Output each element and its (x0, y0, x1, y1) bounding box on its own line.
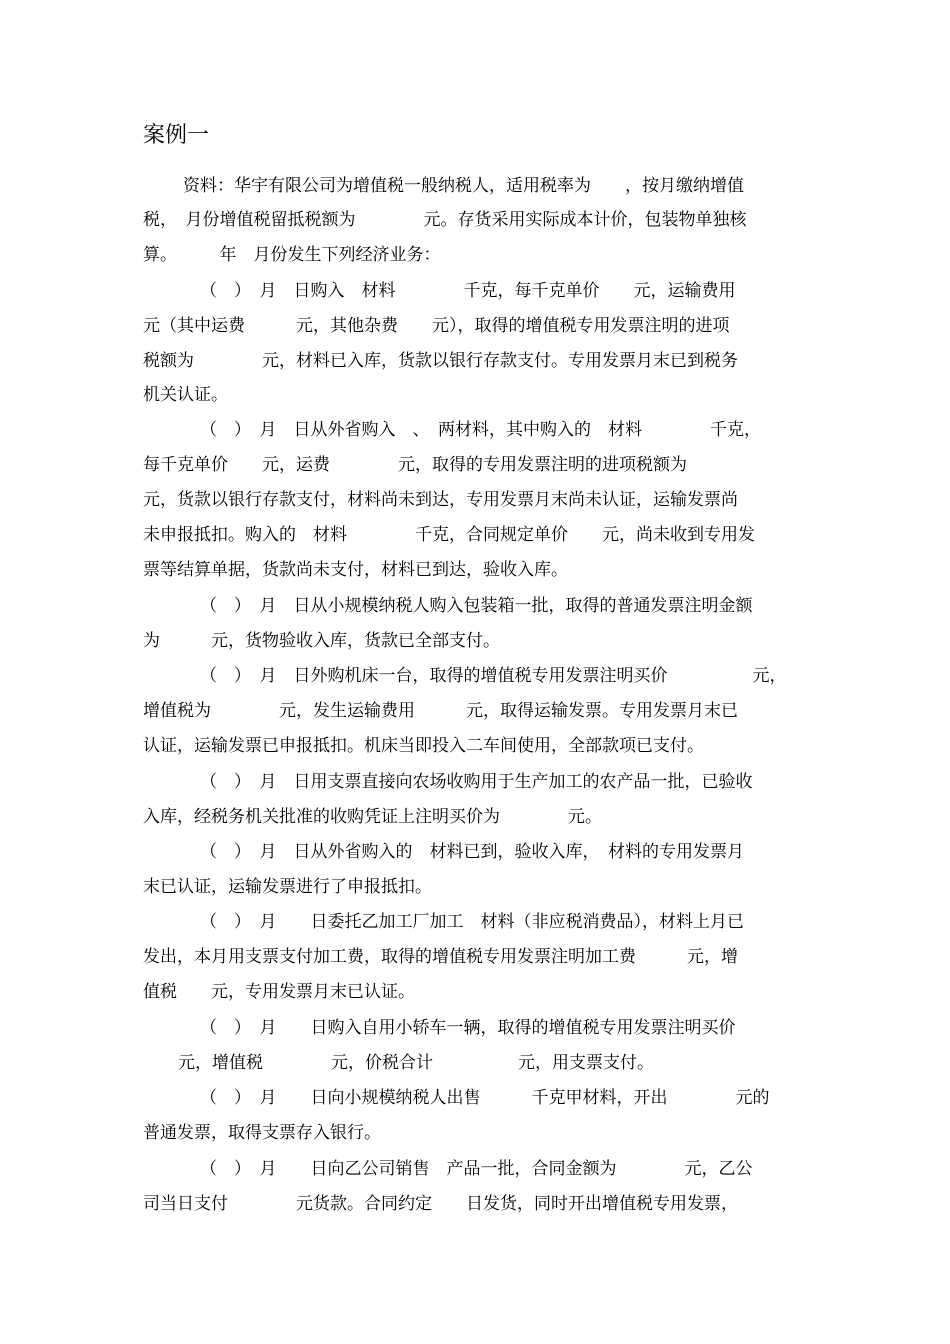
text-line: 算。 年 月份发生下列经济业务： (143, 245, 441, 265)
text-line: 末已认证，运输发票进行了申报抵扣。 (143, 877, 432, 897)
text-line: 普通发票，取得支票存入银行。 (143, 1123, 381, 1143)
text-line: （ ） 月 日外购机床一台，取得的增值税专用发票注明买价 元， (200, 666, 787, 686)
text-line: 税， 月份增值税留抵税额为 元。存货采用实际成本计价，包装物单独核 (143, 210, 747, 230)
text-line: 票等结算单据，货款尚未支付，材料已到达，验收入库。 (143, 560, 568, 580)
text-line: 值税 元，专用发票月末已认证。 (143, 982, 415, 1002)
case-title: 案例一 (143, 123, 210, 148)
text-line: 机关认证。 (143, 385, 228, 405)
text-line: （ ） 月 日购入自用小轿车一辆，取得的增值税专用发票注明买价 (200, 1018, 736, 1038)
text-line: 元，货款以银行存款支付，材料尚未到达，专用发票月末尚未认证，运输发票尚 (143, 490, 738, 510)
text-line: 发出，本月用支票支付加工费，取得的增值税专用发票注明加工费 元，增 (143, 947, 738, 967)
text-line: （ ） 月 日从小规模纳税人购入包装箱一批，取得的普通发票注明金额 (200, 596, 753, 616)
text-line: 元，增值税 元，价税合计 元，用支票支付。 (178, 1053, 654, 1073)
text-line: 入库，经税务机关批准的收购凭证上注明买价为 元。 (143, 807, 602, 827)
text-line: （ ） 月 日从外省购入的 材料已到，验收入库， 材料的专用发票月 (200, 842, 744, 862)
text-line: 为 元，货物验收入库，货款已全部支付。 (143, 631, 500, 651)
text-line: 税额为 元，材料已入库，货款以银行存款支付。专用发票月末已到税务 (143, 351, 738, 371)
text-line: （ ） 月 日从外省购入 、 两材料，其中购入的 材料 千克， (200, 420, 761, 440)
text-line: （ ） 月 日用支票直接向农场收购用于生产加工的农产品一批，已验收 (200, 772, 753, 792)
text-line: 增值税为 元，发生运输费用 元，取得运输发票。专用发票月末已 (143, 701, 738, 721)
text-line: 每千克单价 元，运费 元，取得的专用发票注明的进项税额为 (143, 455, 687, 475)
text-line: 资料：华宇有限公司为增值税一般纳税人，适用税率为 ，按月缴纳增值 (183, 176, 744, 196)
text-line: （ ） 月 日委托乙加工厂加工 材料（非应税消费品），材料上月已 (200, 912, 744, 932)
text-line: 司当日支付 元货款。合同约定 日发货，同时开出增值税专用发票， (143, 1194, 738, 1214)
text-line: （ ） 月 日向小规模纳税人出售 千克甲材料，开出 元的 (200, 1088, 770, 1108)
text-line: （ ） 月 日购入 材料 千克，每千克单价 元，运输费用 (200, 281, 736, 301)
text-line: （ ） 月 日向乙公司销售 产品一批，合同金额为 元，乙公 (200, 1159, 753, 1179)
text-line: 未申报抵扣。购入的 材料 千克，合同规定单价 元，尚未收到专用发 (143, 525, 755, 545)
text-line: 元（其中运费 元，其他杂费 元），取得的增值税专用发票注明的进项 (143, 316, 730, 336)
text-line: 认证，运输发票已申报抵扣。机床当即投入二车间使用，全部款项已支付。 (143, 736, 704, 756)
